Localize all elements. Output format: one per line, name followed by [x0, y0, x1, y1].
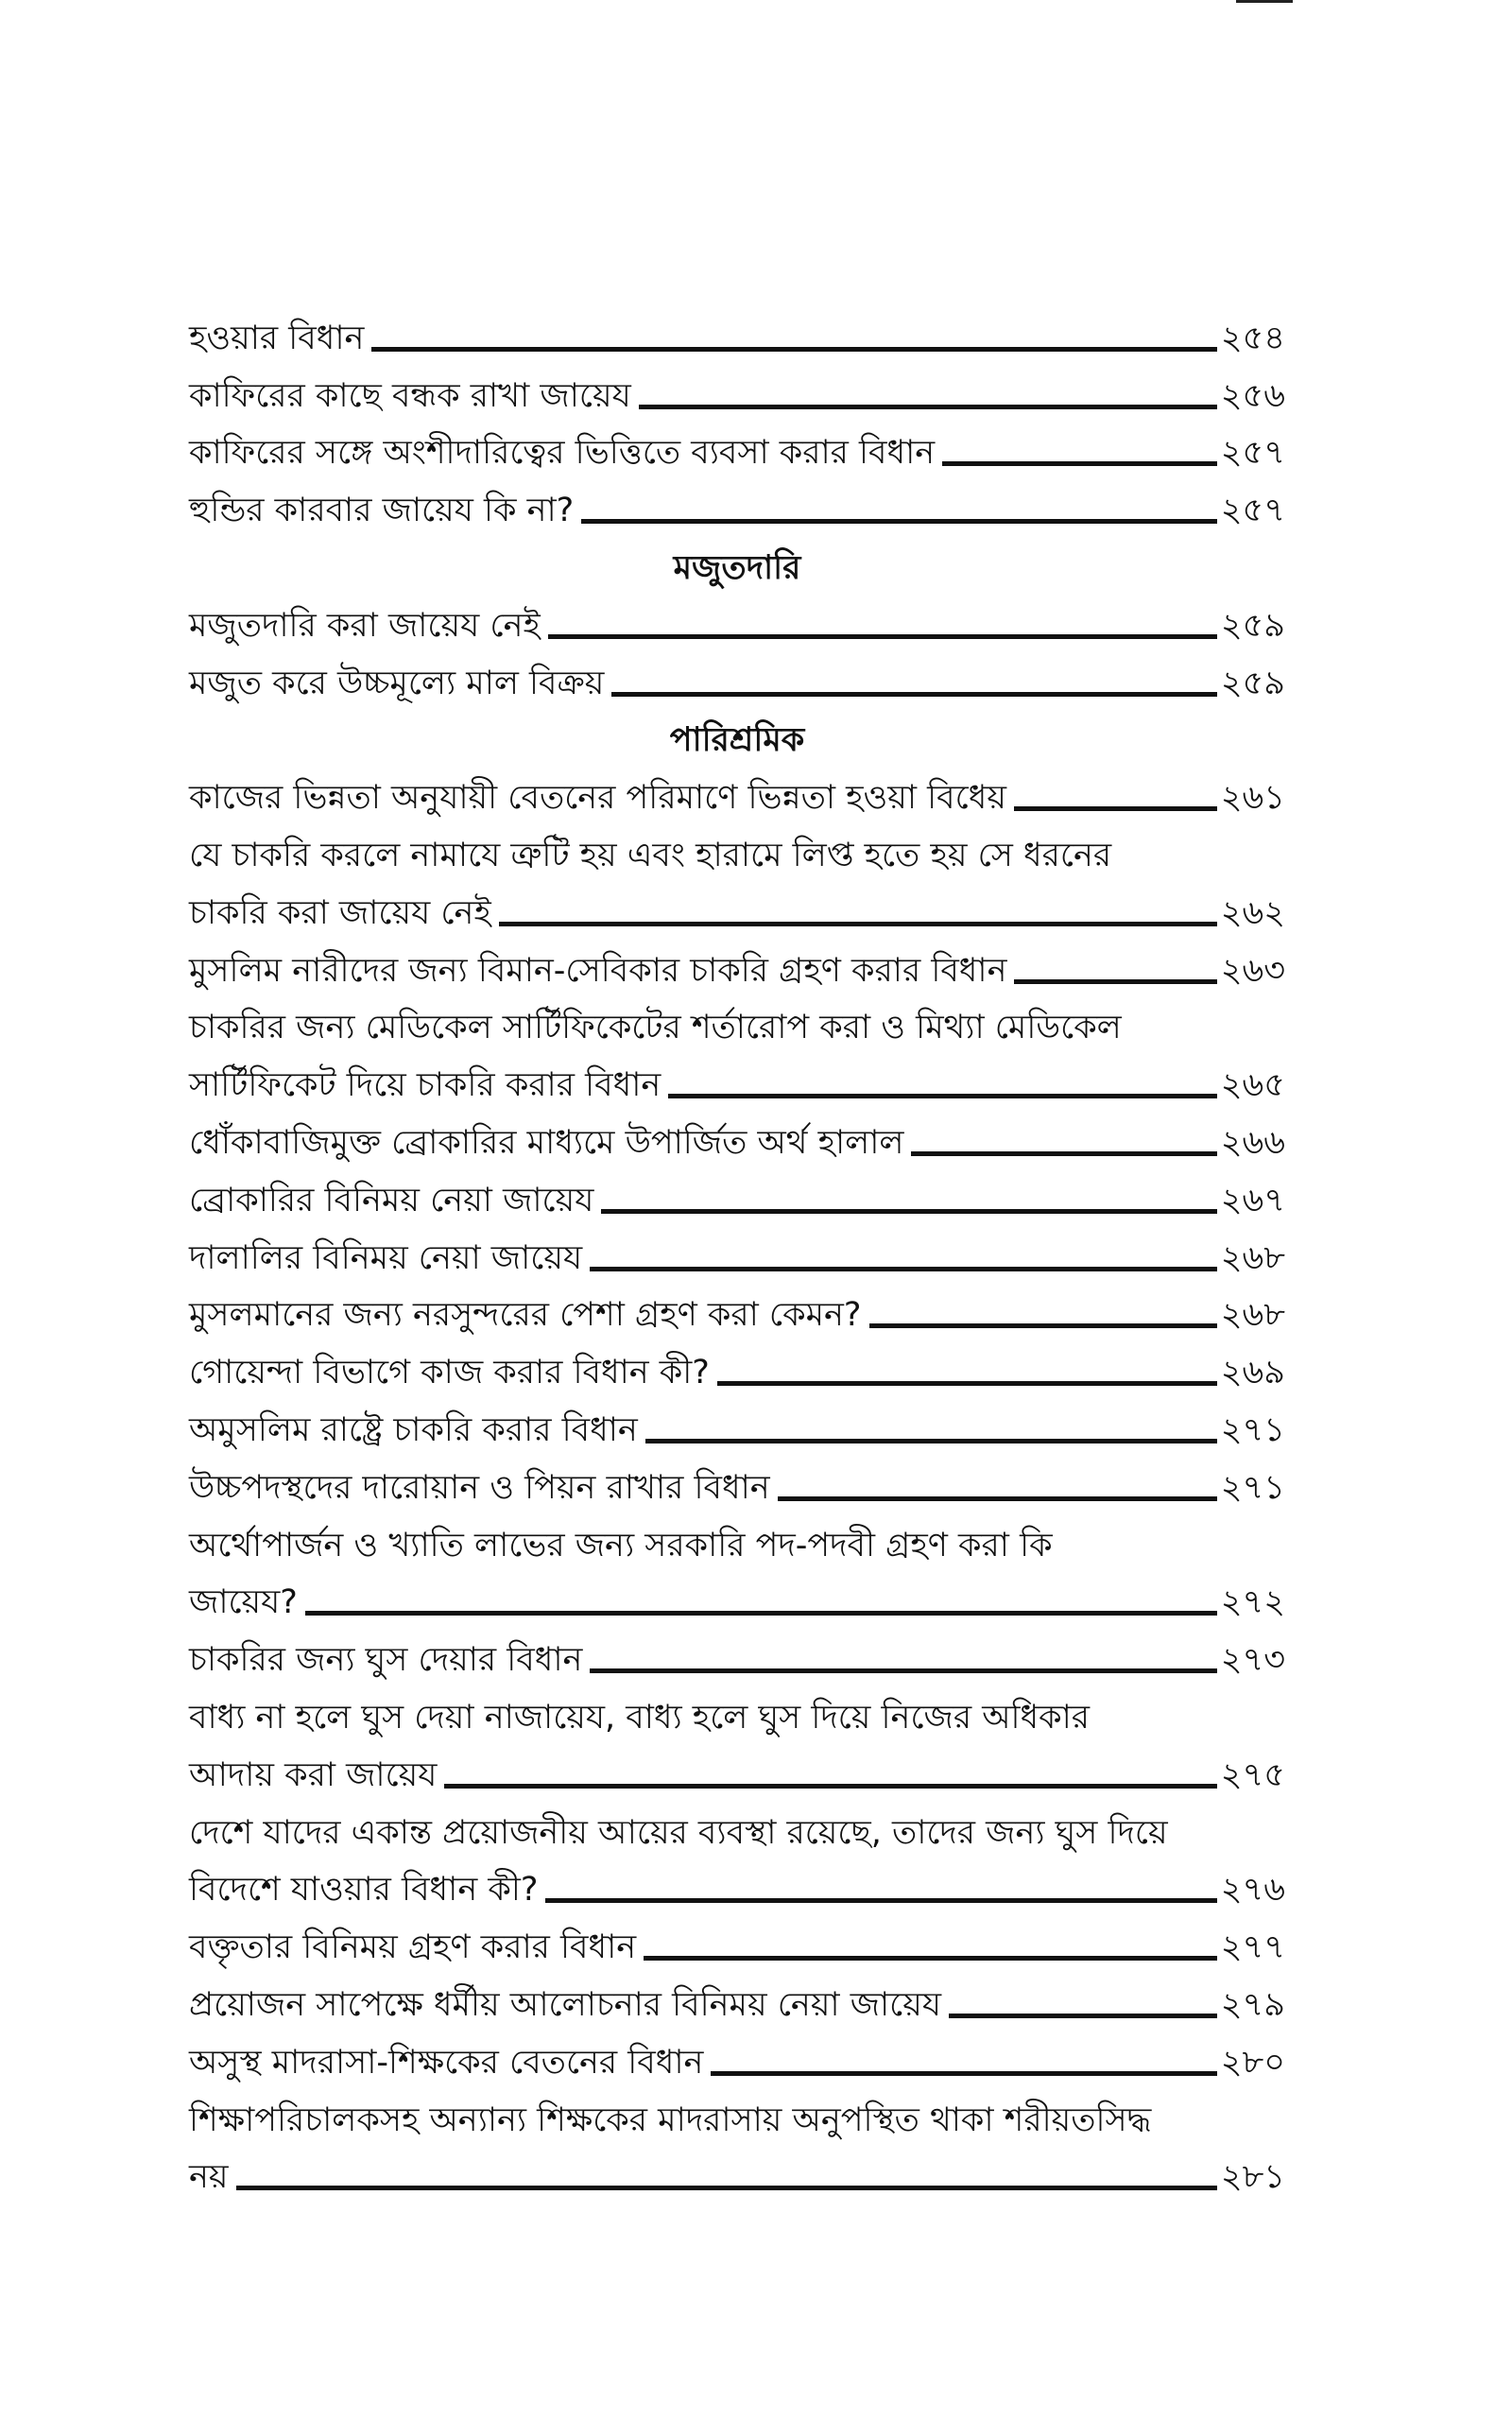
toc-entry-page: ২৬৮: [1220, 1238, 1285, 1277]
toc-entry-page: ২৮০: [1220, 2043, 1285, 2082]
toc-entry-title: বিদেশে যাওয়ার বিধান কী?: [189, 1871, 539, 1910]
dot-leader: [778, 1496, 1217, 1501]
dot-leader: [548, 634, 1217, 639]
toc-entry[interactable]: [189, 1160, 1285, 1218]
toc-entry-page: ২৭২: [1220, 1583, 1285, 1622]
toc-entry-title: কাফিরের কাছে বন্ধক রাখা জায়েয: [189, 376, 631, 415]
section-heading-wages: পারিশ্রমিক: [669, 721, 805, 760]
toc-entry[interactable]: [189, 757, 1285, 818]
toc-entry-title: গোয়েন্দা বিভাগে কাজ করার বিধান কী?: [189, 1354, 710, 1392]
toc-entry[interactable]: [189, 1045, 1285, 1105]
toc-entry-first-line: অর্থোপার্জন ও খ্যাতি লাভের জন্য সরকারি পদ-পদবী গ্রহণ করা কি: [189, 1526, 1053, 1564]
toc-entry[interactable]: [189, 1102, 1285, 1160]
toc-entry-title: নয়: [189, 2158, 229, 2197]
dot-leader: [942, 461, 1217, 466]
toc-entry-page: ২৬৮: [1220, 1296, 1285, 1335]
table-of-contents: [189, 298, 1285, 2197]
toc-entry[interactable]: [189, 1563, 1285, 1620]
toc-entry-title: সার্টিফিকেট দিয়ে চাকরি করার বিধান: [189, 1066, 662, 1105]
dot-leader: [949, 2014, 1217, 2018]
toc-entry[interactable]: [189, 1218, 1285, 1275]
dot-leader: [639, 405, 1217, 409]
toc-entry-title: ব্রোকারির বিনিময় নেয়া জায়েয: [189, 1181, 594, 1219]
toc-entry-first-line: শিক্ষাপরিচালকসহ অন্যান্য শিক্ষকের মাদরাসায় অনুপস্থিত থাকা শরীয়তসিদ্ধ: [189, 2100, 1152, 2139]
toc-entry-page: ২৮১: [1220, 2158, 1285, 2197]
toc-entry[interactable]: [189, 1964, 1285, 2022]
toc-entry-page: ২৬৭: [1220, 1181, 1285, 1219]
dot-leader: [1014, 806, 1217, 811]
dot-leader: [911, 1151, 1216, 1156]
toc-entry-title: আদায় করা জায়েয: [189, 1755, 438, 1794]
toc-entry-page: ২৭৬: [1220, 1871, 1285, 1910]
toc-entry-first-line: চাকরির জন্য মেডিকেল সার্টিফিকেটের শর্তারোপ করা ও মিথ্যা মেডিকেল: [189, 1009, 1122, 1047]
toc-entry-title: মুসলিম নারীদের জন্য বিমান-সেবিকার চাকরি গ্রহণ করার বিধান: [189, 951, 1007, 990]
toc-entry-page: ২৬৫: [1220, 1066, 1285, 1105]
toc-entry-title: মজুতদারি করা জায়েয নেই: [189, 606, 541, 645]
toc-entry-title: চাকরি করা জায়েয নেই: [189, 893, 491, 932]
toc-entry-page: ২৫৭: [1220, 434, 1285, 473]
toc-entry-page: ২৫৬: [1220, 376, 1285, 415]
top-edge-mark: [1236, 0, 1293, 3]
toc-entry[interactable]: [189, 1332, 1285, 1390]
dot-leader: [590, 1267, 1217, 1271]
toc-entry-title: মুসলমানের জন্য নরসুন্দরের পেশা গ্রহণ করা কেমন?: [189, 1296, 862, 1335]
dot-leader: [869, 1323, 1217, 1328]
toc-entry-title: মজুত করে উচ্চমূল্যে মাল বিক্রয়: [189, 664, 605, 702]
toc-entry[interactable]: [189, 2022, 1285, 2080]
toc-entry[interactable]: [189, 1907, 1285, 1967]
toc-entry-first-line: বাধ্য না হলে ঘুস দেয়া নাজায়েয, বাধ্য হলে ঘুস দিয়ে নিজের অধিকার: [189, 1698, 1091, 1737]
toc-entry-page: ২৬৩: [1220, 951, 1285, 990]
toc-entry-page: ২৬৬: [1220, 1123, 1285, 1162]
dot-leader: [444, 1784, 1216, 1789]
toc-entry-page: ২৭৫: [1220, 1755, 1285, 1794]
toc-entry[interactable]: [189, 355, 1285, 413]
toc-entry-title: প্রয়োজন সাপেক্ষে ধর্মীয় আলোচনার বিনিময় নেয়া জায়েয: [189, 1985, 942, 2024]
toc-entry-first-line: দেশে যাদের একান্ত প্রয়োজনীয় আয়ের ব্যবস্থা রয়েছে, তাদের জন্য ঘুস দিয়ে: [189, 1813, 1168, 1852]
dot-leader: [581, 519, 1217, 524]
dot-leader: [305, 1611, 1217, 1616]
toc-entry-page: ২৭১: [1220, 1468, 1285, 1507]
toc-entry-page: ২৫৯: [1220, 606, 1285, 645]
toc-entry[interactable]: [189, 1619, 1285, 1680]
dot-leader: [717, 1381, 1217, 1386]
dot-leader: [668, 1094, 1217, 1098]
toc-entry[interactable]: [189, 1390, 1285, 1447]
toc-entry-first-line: যে চাকরি করলে নামাযে ত্রুটি হয় এবং হারামে লিপ্ত হতে হয় সে ধরনের: [189, 836, 1112, 874]
toc-entry-page: ২৬১: [1220, 779, 1285, 818]
toc-entry[interactable]: [189, 1735, 1285, 1792]
toc-entry-page: ২৭৯: [1220, 1985, 1285, 2024]
toc-entry-page: ২৭৭: [1220, 1928, 1285, 1967]
toc-entry-title: উচ্চপদস্থদের দারোয়ান ও পিয়ন রাখার বিধান: [189, 1468, 770, 1507]
dot-leader: [711, 2071, 1216, 2076]
toc-entry[interactable]: [189, 1850, 1285, 1908]
toc-entry-title: চাকরির জন্য ঘুস দেয়ার বিধান: [189, 1641, 583, 1680]
toc-entry-page: ২৫৪: [1220, 319, 1285, 357]
toc-entry-title: অসুস্থ মাদরাসা-শিক্ষকের বেতনের বিধান: [189, 2043, 704, 2082]
dot-leader: [236, 2186, 1217, 2190]
toc-entry-page: ২৫৯: [1220, 664, 1285, 702]
toc-entry[interactable]: [189, 470, 1285, 530]
dot-leader: [499, 922, 1217, 926]
toc-entry[interactable]: [189, 930, 1285, 988]
toc-entry-page: ২৫৭: [1220, 492, 1285, 530]
toc-entry-title: কাজের ভিন্নতা অনুযায়ী বেতনের পরিমাণে ভিন্নতা হওয়া বিধেয়: [189, 779, 1006, 818]
toc-entry-page: ২৬৯: [1220, 1354, 1285, 1392]
toc-entry-title: জায়েয?: [189, 1583, 298, 1622]
toc-entry-title: হুন্ডির কারবার জায়েয কি না?: [189, 492, 575, 530]
dot-leader: [371, 347, 1216, 352]
toc-entry-title: ধোঁকাবাজিমুক্ত ব্রোকারির মাধ্যমে উপার্জিত অর্থ হালাল: [189, 1123, 904, 1162]
toc-entry[interactable]: [189, 2137, 1285, 2195]
section-heading-hoarding: মজুতদারি: [673, 548, 801, 587]
dot-leader: [1014, 979, 1216, 984]
toc-entry[interactable]: [189, 413, 1285, 471]
toc-entry[interactable]: [189, 585, 1285, 643]
toc-entry-title: হওয়ার বিধান: [189, 319, 365, 357]
dot-leader: [644, 1956, 1217, 1961]
toc-entry[interactable]: [189, 1275, 1285, 1333]
toc-entry-page: ২৭৩: [1220, 1641, 1285, 1680]
dot-leader: [601, 1209, 1216, 1214]
dot-leader: [590, 1668, 1216, 1673]
dot-leader: [611, 692, 1216, 697]
toc-entry[interactable]: [189, 643, 1285, 700]
toc-entry[interactable]: [189, 298, 1285, 355]
toc-entry[interactable]: [189, 1447, 1285, 1505]
dot-leader: [545, 1898, 1216, 1903]
dot-leader: [645, 1439, 1217, 1443]
toc-entry-title: দালালির বিনিময় নেয়া জায়েয: [189, 1238, 583, 1277]
toc-entry-title: বক্তৃতার বিনিময় গ্রহণ করার বিধান: [189, 1928, 637, 1967]
toc-entry-title: অমুসলিম রাষ্ট্রে চাকরি করার বিধান: [189, 1410, 638, 1449]
toc-entry-page: ২৬২: [1220, 893, 1285, 932]
toc-entry[interactable]: [189, 873, 1285, 930]
toc-entry-page: ২৭১: [1220, 1410, 1285, 1449]
toc-entry-title: কাফিরের সঙ্গে অংশীদারিত্বের ভিত্তিতে ব্যবসা করার বিধান: [189, 434, 936, 473]
